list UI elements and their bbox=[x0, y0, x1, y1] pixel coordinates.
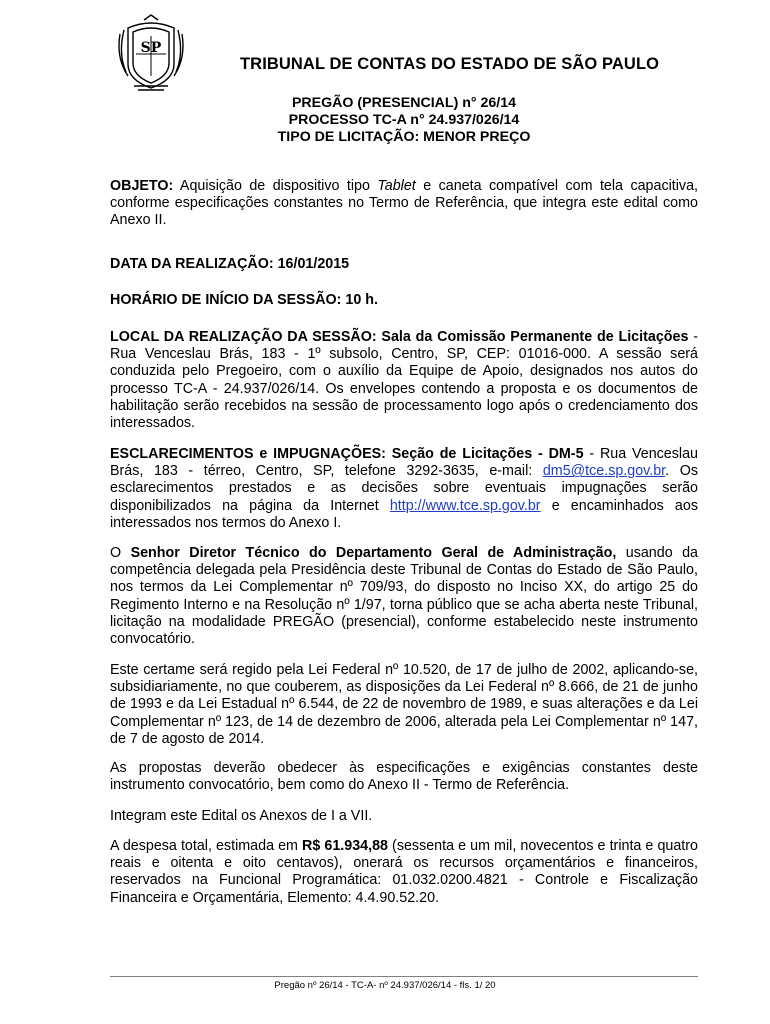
objeto-text: Aquisição de dispositivo tipo bbox=[173, 178, 378, 194]
diretor-text: usando da competência delegada pela Presidência deste Tribunal de Contas do Estado de São Paulo, nos termos da Lei Complementar nº 709/93, do disposto no Inciso XX, do artigo 25 do Regimento Interno e na Resolução nº 1/97, torna público que se acha aberta neste Tribunal, licitação na modalidade PREGÃO (presencial), conforme estabelecido neste instrumento convocatório. bbox=[110, 545, 698, 648]
despesa-text: A despesa total, estimada em bbox=[110, 838, 303, 854]
sao-paulo-seal-logo bbox=[114, 14, 188, 94]
diretor-paragraph bbox=[110, 545, 698, 648]
organization-title: TRIBUNAL DE CONTAS DO ESTADO DE SÃO PAULO bbox=[240, 55, 660, 73]
anexos-paragraph: Integram este Edital os Anexos de I a VII. bbox=[110, 808, 373, 824]
esclarecimentos-label: ESCLARECIMENTOS e IMPUGNAÇÕES: Seção de Licitações - DM-5 bbox=[110, 446, 584, 462]
data-realizacao-text: DATA DA REALIZAÇÃO: 16/01/2015 bbox=[110, 256, 350, 272]
esclarecimentos-paragraph bbox=[110, 446, 698, 532]
esclarecimentos-text: - Rua Venceslau Brás, 183 - térreo, Centro, SP, telefone 3292-3635, e-mail: bbox=[110, 446, 698, 480]
local-label: LOCAL DA REALIZAÇÃO DA SESSÃO: Sala da Comissão Permanente de Licitações bbox=[110, 329, 689, 345]
esclarecimentos-text-cont: . Os esclarecimentos prestados e as decisões sobre eventuais impugnações serão disponibilizados na página da Internet bbox=[110, 463, 698, 514]
local-paragraph bbox=[110, 329, 698, 432]
page-footer: Pregão nº 26/14 - TC-A- nº 24.937/026/14 - fls. 1/ 20 bbox=[274, 980, 496, 991]
data-realizacao bbox=[110, 256, 698, 273]
despesa-valor: R$ 61.934,88 bbox=[302, 838, 388, 854]
regido-paragraph: Este certame será regido pela Lei Federal nº 10.520, de 17 de julho de 2002, aplicando-se, subsidiariamente, no que couberem, as disposições da Lei Federal nº 8.666, de 21 de junho de 1993 e da Lei Estadual nº 6.544, de 22 de novembro de 1989, e suas alterações e da Lei Complementar nº 123, de 14 de dezembro de 2006, alterada pela Lei Complementar nº 147, de 7 de agosto de 2014. bbox=[110, 662, 698, 747]
esclarecimentos-text-end: e encaminhados aos interessados nos termos do Anexo I. bbox=[110, 497, 698, 531]
objeto-paragraph bbox=[110, 178, 698, 230]
horario-text: HORÁRIO DE INÍCIO DA SESSÃO: 10 h. bbox=[110, 292, 378, 308]
despesa-text-cont: (sessenta e um mil, novecentos e trinta e quatro reais e oitenta e oito centavos), onerará os recursos orçamentários e financeiros, reservados na Funcional Programática: 01.032.0200.4821 - Controle e Fiscalização Financeira e Orçamentária, Elemento: 4.4.90.52.20. bbox=[110, 838, 698, 906]
diretor-prefix: O bbox=[110, 545, 131, 561]
propostas-paragraph: As propostas deverão obedecer às especificações e exigências constantes deste instrumento convocatório, bem como do Anexo II - Termo de Referência. bbox=[110, 760, 698, 794]
diretor-label: Senhor Diretor Técnico do Departamento Geral de Administração, bbox=[130, 545, 617, 561]
tipo-licitacao: TIPO DE LICITAÇÃO: MENOR PREÇO bbox=[277, 129, 531, 145]
footer-divider bbox=[110, 976, 698, 977]
horario-sessao bbox=[110, 292, 698, 309]
website-link[interactable]: http://www.tce.sp.gov.br bbox=[389, 497, 541, 514]
svg-text:SP: SP bbox=[140, 40, 162, 56]
objeto-italic: Tablet bbox=[377, 178, 416, 194]
email-link[interactable]: dm5@tce.sp.gov.br bbox=[542, 463, 666, 480]
local-text: - Rua Venceslau Brás, 183 - 1º subsolo, Centro, SP, CEP: 01016-000. A sessão será conduzida pelo Pregoeiro, com o auxílio da Equipe de Apoio, designados nos autos do processo TC-A - 24.937/026/14. Os envelopes contendo a proposta e os documentos de habilitação serão recebidos na sessão de processamento logo após o credenciamento dos interessados. bbox=[110, 329, 699, 432]
processo-number: PROCESSO TC-A n° 24.937/026/14 bbox=[288, 112, 520, 128]
pregao-number: PREGÃO (PRESENCIAL) n° 26/14 bbox=[291, 95, 517, 111]
objeto-text-cont: e caneta compatível com tela capacitiva, conforme especificações constantes no Termo de Referência, que integra este edital como Anexo II. bbox=[110, 178, 698, 229]
despesa-paragraph bbox=[110, 838, 698, 907]
objeto-label: OBJETO: bbox=[110, 178, 174, 194]
